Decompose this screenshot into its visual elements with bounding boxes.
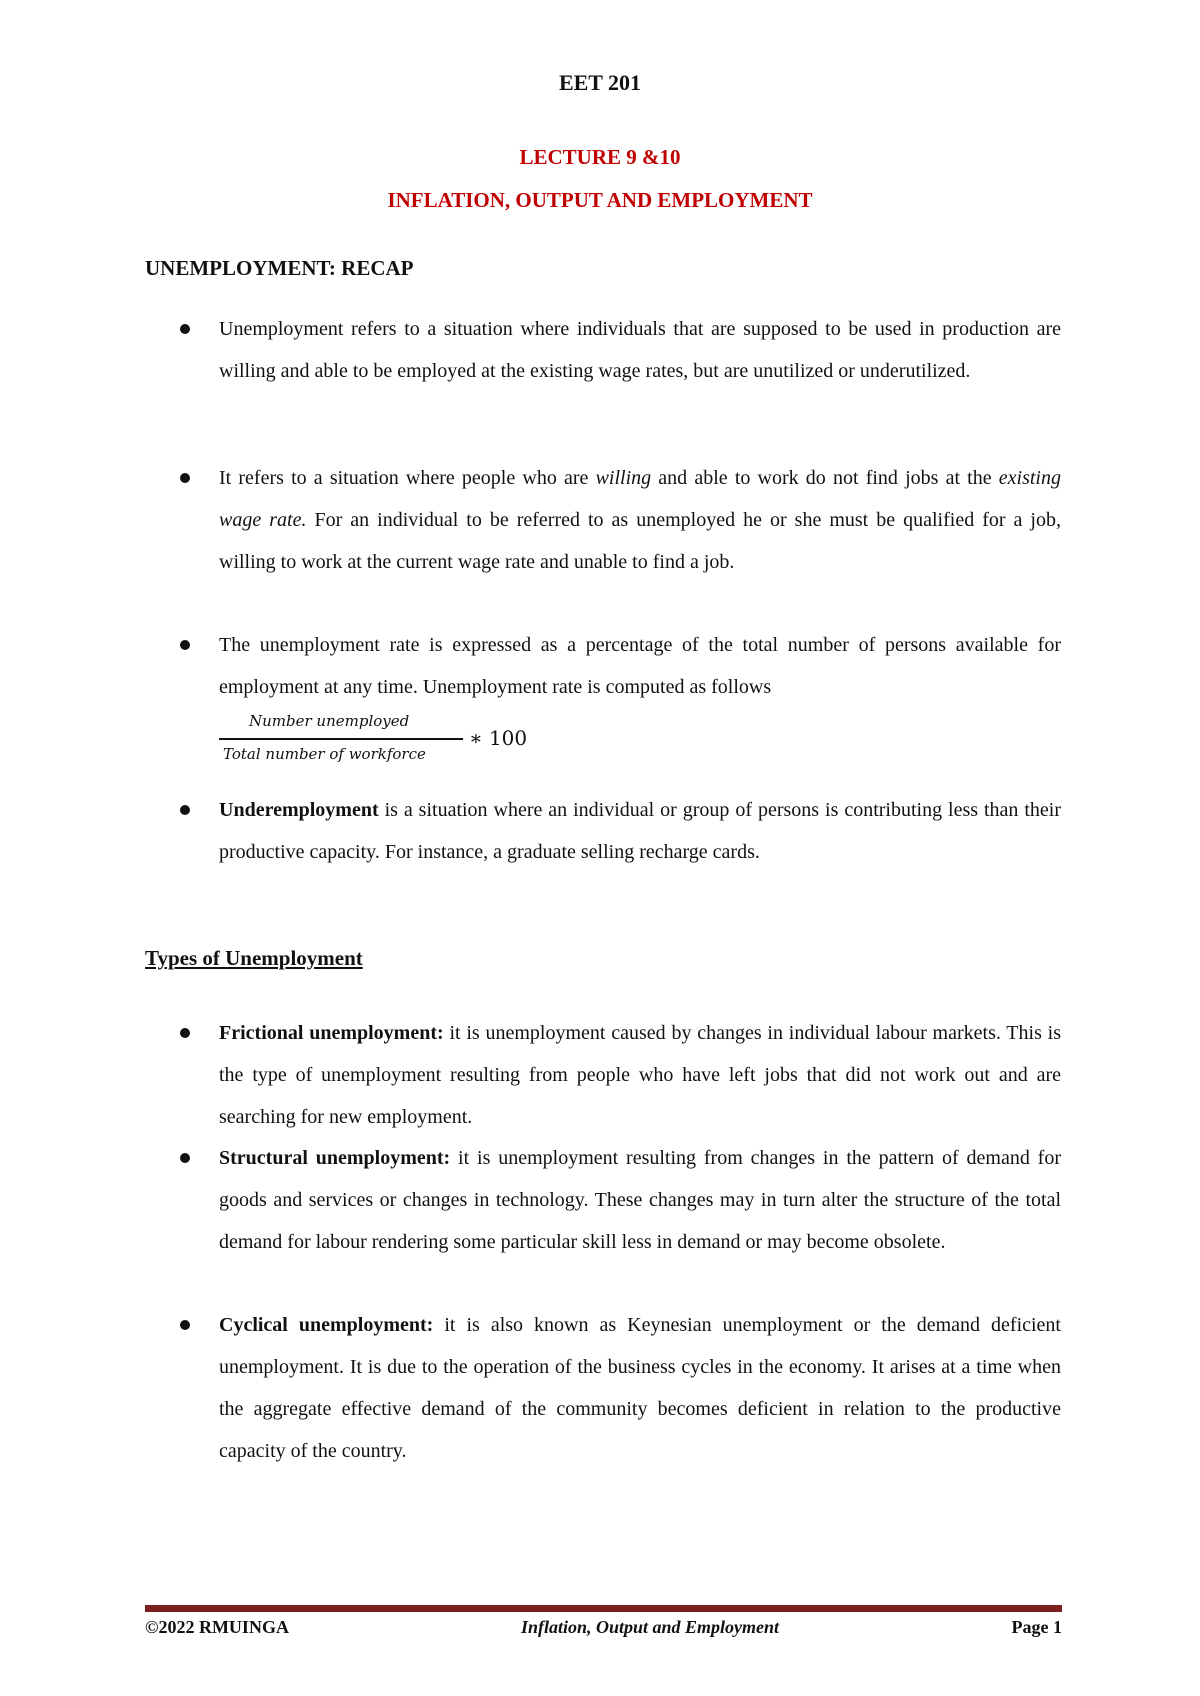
bullet-icon [180, 324, 190, 334]
bullet-icon [180, 1028, 190, 1038]
course-code: EET 201 [558, 70, 642, 95]
formula-numerator: Number unemployed [249, 712, 410, 730]
lecture-topic: INFLATION, OUTPUT AND EMPLOYMENT [387, 188, 813, 212]
footer-copyright: ©2022 RMUINGA [145, 1617, 289, 1637]
list-item-cyclical: Cyclical unemployment: it is also known as Keynesian unemployment or the demand deficient unemployment. It is due to the operation of the business cycles in the economy. It arises at a time when the aggregate effective demand of the community becomes deficient in relation to the productive capacity of the country. [219, 1314, 1061, 1462]
lecture-number: LECTURE 9 &10 [519, 145, 681, 169]
paragraph-unemployment-rate: The unemployment rate is expressed as a percentage of the total number of persons available for employment at any time. Unemployment rate is computed as follows [219, 634, 1061, 698]
formula-multiplier: ∗ 100 [469, 726, 528, 750]
section-heading-types: Types of Unemployment [145, 946, 363, 970]
paragraph-underemployment: Underemployment is a situation where an individual or group of persons is contributing less than their productive capacity. For instance, a graduate selling recharge cards. [219, 799, 1061, 863]
bullet-icon [180, 1153, 190, 1163]
bullet-icon [180, 473, 190, 483]
footer-title: Inflation, Output and Employment [520, 1617, 780, 1637]
paragraph-unemployment-definition: Unemployment refers to a situation where individuals that are supposed to be used in production are willing and able to be employed at the existing wage rates, but are unutilized or underutilized. [219, 318, 1061, 382]
formula-denominator: Total number of workforce [223, 745, 426, 763]
paragraph-unemployment-situation: It refers to a situation where people who are willing and able to work do not find jobs at the existing wage rate. For an individual to be referred to as unemployed he or she must be qualified for a job, willing to work at the current wage rate and unable to find a job. [219, 467, 1061, 573]
section-heading-recap: UNEMPLOYMENT: RECAP [145, 256, 414, 280]
footer-page-number: Page 1 [1011, 1617, 1062, 1637]
list-item-structural: Structural unemployment: it is unemployment resulting from changes in the pattern of demand for goods and services or changes in technology. These changes may in turn alter the structure of the total demand for labour rendering some particular skill less in demand or may become obsolete. [219, 1147, 1061, 1253]
bullet-icon [180, 640, 190, 650]
fraction-bar [219, 738, 463, 740]
bullet-icon [180, 1320, 190, 1330]
footer-rule [145, 1605, 1062, 1612]
list-item-frictional: Frictional unemployment: it is unemployment caused by changes in individual labour markets. This is the type of unemployment resulting from people who have left jobs that did not work out and are searching for new employment. [219, 1022, 1061, 1128]
bullet-icon [180, 805, 190, 815]
